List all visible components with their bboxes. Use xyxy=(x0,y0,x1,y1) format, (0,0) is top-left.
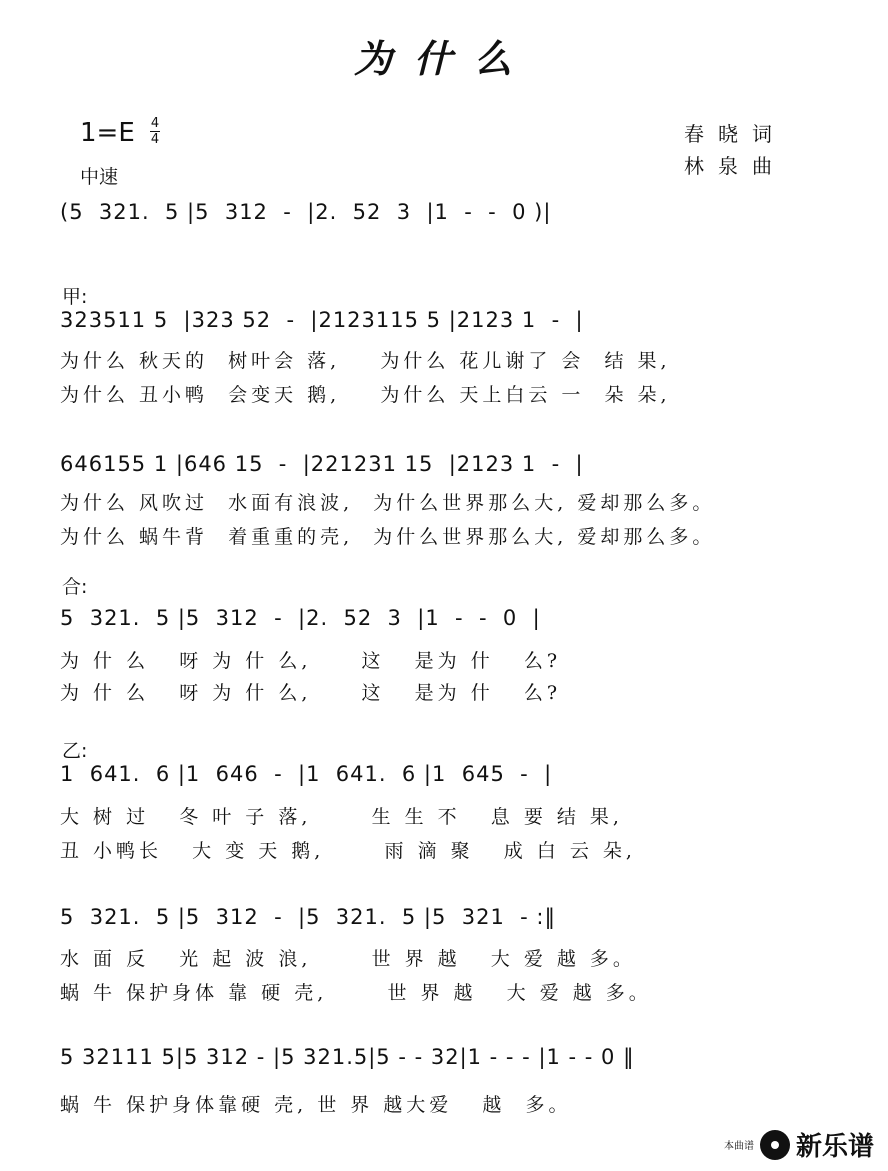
lyric-line: 为 什 么 呀 为 什 么, 这 是为 什 么? xyxy=(60,682,562,704)
lyric-line: 为什么 蜗牛背 着重重的壳, 为什么世界那么大, 爱却那么多。 xyxy=(60,526,716,548)
notation-line: 323511 5 |323 52 - |2123115 5 |2123 1 - | xyxy=(60,308,584,332)
tempo-marking: 中速 xyxy=(80,166,119,188)
section-label: 合: xyxy=(62,576,88,598)
lyric-line: 丑 小鸭长 大 变 天 鹅, 雨 滴 聚 成 白 云 朵, xyxy=(60,840,636,862)
brand-small-text: 本曲谱 xyxy=(723,1141,754,1152)
lyric-line: 水 面 反 光 起 波 浪, 世 界 越 大 爱 越 多。 xyxy=(60,948,636,970)
notation-line: 5 321. 5 |5 312 - |5 321. 5 |5 321 - :‖ xyxy=(60,905,556,929)
lyric-line: 蜗 牛 保护身体 靠 硬 壳, 世 界 越 大 爱 越 多。 xyxy=(60,982,652,1004)
section-label: 甲: xyxy=(62,286,88,308)
lyric-line: 为什么 丑小鸭 会变天 鹅, 为什么 天上白云 一 朵 朵, xyxy=(60,384,671,406)
lyric-line: 为什么 秋天的 树叶会 落, 为什么 花儿谢了 会 结 果, xyxy=(60,350,671,372)
lyric-line: 蜗 牛 保护身体靠硬 壳, 世 界 越大爱 越 多。 xyxy=(60,1094,572,1116)
time-signature-bottom: 4 xyxy=(150,132,160,147)
notation-line: 1 641. 6 |1 646 - |1 641. 6 |1 645 - | xyxy=(60,762,553,786)
lyric-line: 大 树 过 冬 叶 子 落, 生 生 不 息 要 结 果, xyxy=(60,806,623,828)
section-label: 乙: xyxy=(62,740,88,762)
notation-line: 646155 1 |646 15 - |221231 15 |2123 1 - | xyxy=(60,452,584,476)
notation-line: 5 32111 5|5 312 - |5 321.5|5 - - 32|1 - - - |1 - - 0 ‖ xyxy=(60,1045,635,1069)
song-title: 为什么 xyxy=(353,36,534,81)
notation-line: 5 321. 5 |5 312 - |2. 52 3 |1 - - 0 | xyxy=(60,606,541,630)
brand-name: 新乐谱 xyxy=(795,1132,874,1162)
lyric-line: 为什么 风吹过 水面有浪波, 为什么世界那么大, 爱却那么多。 xyxy=(60,492,716,514)
lyricist-credit: 春晓词 xyxy=(684,122,786,146)
key-signature: 1=E xyxy=(80,118,135,148)
time-signature-top: 4 xyxy=(150,116,160,131)
brand-watermark xyxy=(724,1126,874,1163)
time-signature xyxy=(150,116,160,147)
composer-credit: 林泉曲 xyxy=(684,154,786,178)
notation-line: (5 321. 5 |5 312 - |2. 52 3 |1 - - 0 )| xyxy=(60,200,552,224)
lyric-line: 为 什 么 呀 为 什 么, 这 是为 什 么? xyxy=(60,650,562,672)
record-disc-icon xyxy=(760,1130,790,1160)
